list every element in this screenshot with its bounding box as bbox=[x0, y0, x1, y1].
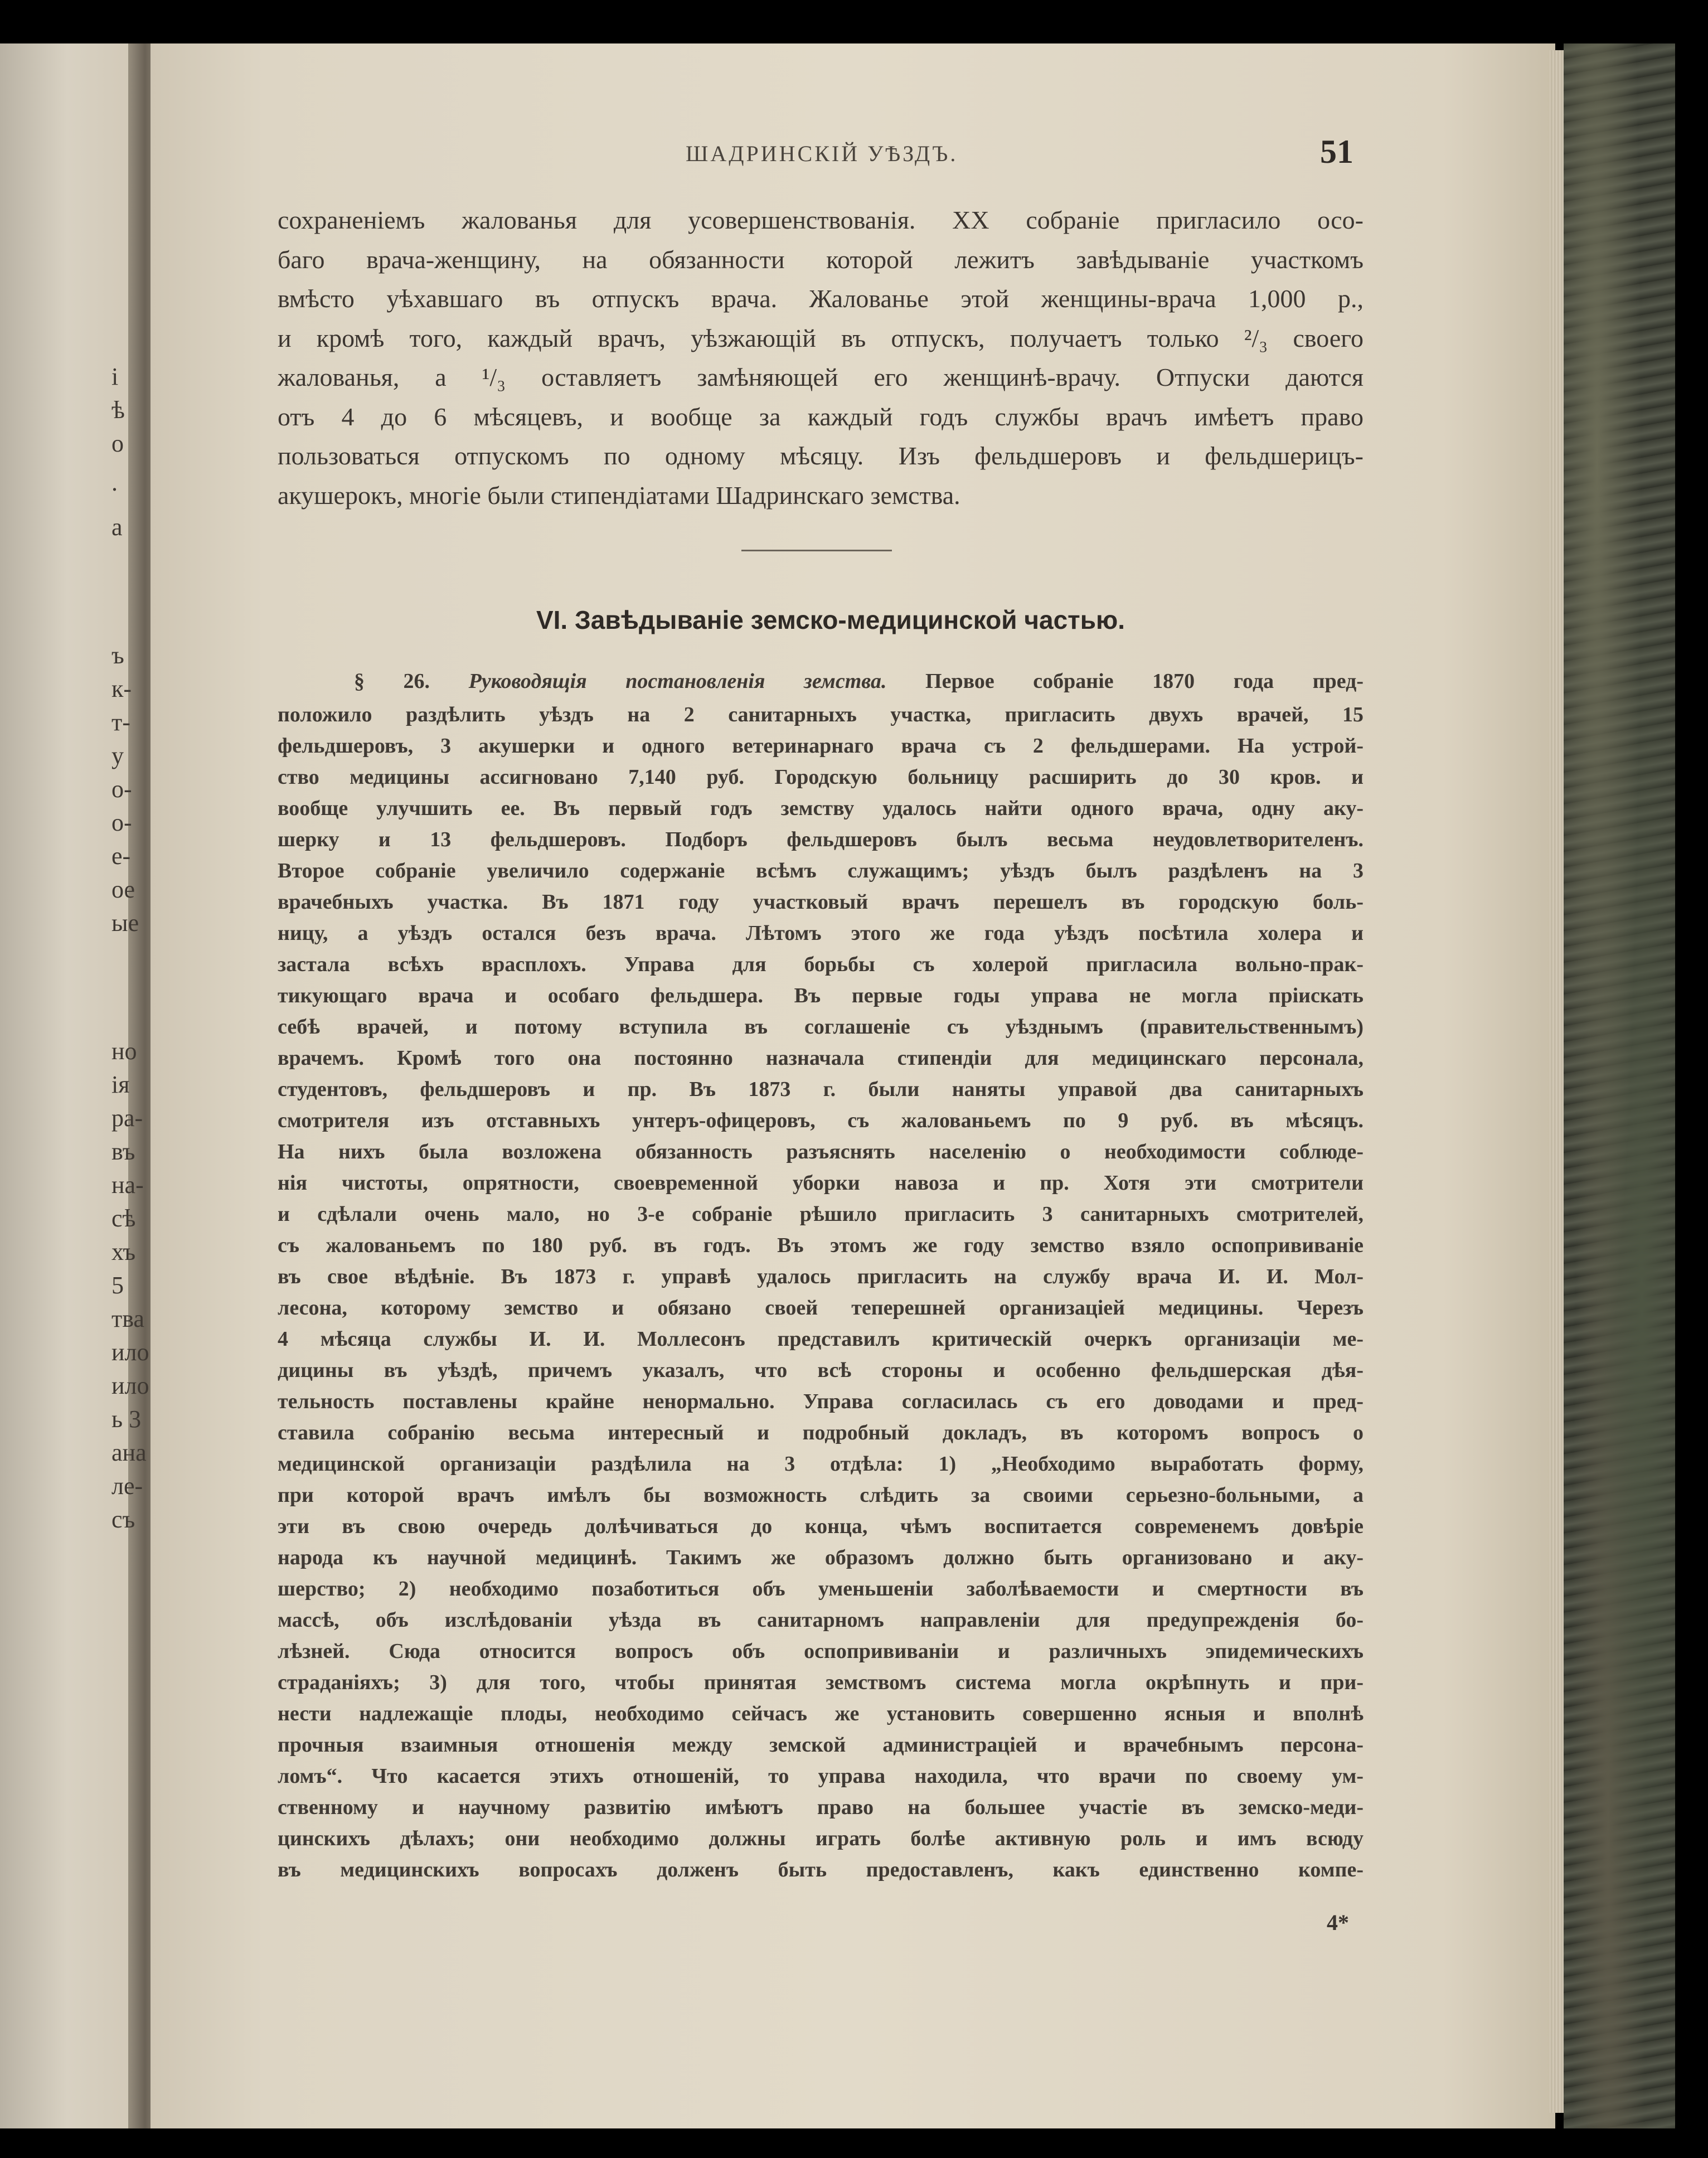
text-line: шерство; 2) необходимо позаботиться объ уменьшеніи заболѣваемости и смертности въ bbox=[278, 1577, 1364, 1601]
section-number: § 26. bbox=[354, 670, 430, 693]
separator-rule bbox=[741, 550, 892, 551]
text-line: нести надлежащіе плоды, необходимо сейчасъ же установить совершенно ясныя и вполнѣ bbox=[278, 1702, 1364, 1725]
left-page-fragment: ь 3 bbox=[111, 1405, 142, 1433]
left-page-fragment: а bbox=[111, 513, 123, 541]
left-page-fragment: ое bbox=[111, 876, 135, 903]
left-page-fragment: 5 bbox=[111, 1272, 124, 1299]
running-head: ШАДРИНСКІЙ УѢЗДЪ. bbox=[686, 141, 958, 166]
left-page-fragment: т- bbox=[111, 709, 130, 736]
text-line: ственному и научному развитію имѣютъ право на большее участіе въ земско-меди- bbox=[278, 1796, 1364, 1819]
left-page-fragment: ѣ bbox=[111, 396, 125, 424]
section-26-first-line bbox=[354, 669, 1364, 694]
text-line: 4 мѣсяца службы И. И. Моллесонъ представилъ критическій очеркъ организаціи ме- bbox=[278, 1327, 1364, 1351]
section-title: Руководящія постановленія земства. bbox=[468, 670, 887, 693]
left-page-fragment: ія bbox=[111, 1071, 130, 1098]
text-line: массѣ, объ изслѣдованіи уѣзда въ санитарномъ направленіи для предупрежденія бо- bbox=[278, 1608, 1364, 1632]
text-line: шерку и 13 фельдшеровъ. Подборъ фельдшеровъ былъ весьма неудовлетворителенъ. bbox=[278, 828, 1364, 851]
text-line: сохраненіемъ жалованья для усовершенствованія. XX собраніе пригласило осо- bbox=[278, 206, 1364, 234]
text-line: ство медицины ассигновано 7,140 руб. Городскую больницу расширить до 30 кров. и bbox=[278, 765, 1364, 789]
text-line: народа къ научной медицинѣ. Такимъ же образомъ должно быть организовано и аку- bbox=[278, 1546, 1364, 1569]
left-page-fragment: съ bbox=[111, 1506, 135, 1533]
left-page-fragment: у bbox=[111, 742, 124, 769]
left-page-fragment: ъ bbox=[111, 642, 124, 669]
text-line: застала всѣхъ врасплохъ. Управа для борьбы съ холерой пригласила вольно-прак- bbox=[278, 953, 1364, 976]
text-line: баго врача-женщину, на обязанности которой лежитъ завѣдываніе участкомъ bbox=[278, 245, 1364, 274]
text-line: медицинской организаціи раздѣлила на 3 отдѣла: 1) „Необходимо выработать форму, bbox=[278, 1452, 1364, 1476]
page-number: 51 bbox=[1320, 133, 1353, 170]
text-line: На нихъ была возложена обязанность разъяснять населенію о необходимости соблюде- bbox=[278, 1140, 1364, 1163]
left-page-fragment: о- bbox=[111, 809, 132, 836]
text-line: лѣзней. Сюда относится вопросъ объ оспопрививаніи и различныхъ эпидемическихъ bbox=[278, 1640, 1364, 1663]
text-line: врачебныхъ участка. Въ 1871 году участковый врачъ перешелъ въ городскую боль- bbox=[278, 890, 1364, 914]
text-line: положило раздѣлить уѣздъ на 2 санитарныхъ участка, пригласить двухъ врачей, 15 bbox=[278, 703, 1364, 726]
text-line: при которой врачъ имѣлъ бы возможность слѣдить за своими серьезно-больными, а bbox=[278, 1483, 1364, 1507]
text-line: смотрителя изъ отставныхъ унтеръ-офицеровъ, съ жалованьемъ по 9 руб. въ мѣсяцъ. bbox=[278, 1109, 1364, 1132]
left-page-fragment: і bbox=[111, 363, 119, 390]
left-page-fragment: ана bbox=[111, 1439, 147, 1466]
marbled-cover bbox=[1564, 43, 1675, 2128]
text-line: цинскихъ дѣлахъ; они необходимо должны играть болѣе активную роль и имъ всюду bbox=[278, 1827, 1364, 1850]
left-page-fragment: е- bbox=[111, 842, 131, 870]
text-line: прочныя взаимныя отношенія между земской администраціей и врачебнымъ персона- bbox=[278, 1733, 1364, 1757]
text-line: ставила собранію весьма интересный и подробный докладъ, въ которомъ вопросъ о bbox=[278, 1421, 1364, 1444]
left-page-fragment: о- bbox=[111, 775, 132, 803]
left-page-fragment: хъ bbox=[111, 1238, 136, 1265]
left-page-fragment: . bbox=[111, 469, 118, 496]
left-page-fragment: о bbox=[111, 430, 124, 457]
text-line: въ свое вѣдѣніе. Въ 1873 г. управѣ удалось пригласить на службу врача И. И. Мол- bbox=[278, 1265, 1364, 1288]
text-line: страданіяхъ; 3) для того, чтобы принятая земствомъ система могла окрѣпнуть и при- bbox=[278, 1671, 1364, 1694]
left-page-fragment: на- bbox=[111, 1171, 144, 1199]
text-line: врачемъ. Кромѣ того она постоянно назначала стипендіи для медицинскаго персонала, bbox=[278, 1046, 1364, 1070]
left-page-fragment: ые bbox=[111, 909, 139, 937]
section-first-line-rest: Первое собраніе 1870 года пред- bbox=[925, 670, 1364, 693]
text-line: тельность поставлены крайне ненормально. Управа согласилась съ его доводами и пред- bbox=[278, 1390, 1364, 1413]
text-line: себѣ врачей, и потому вступила въ соглашеніе съ уѣзднымъ (правительственнымъ) bbox=[278, 1015, 1364, 1039]
text-line: фельдшеровъ, 3 акушерки и одного ветеринарнаго врача съ 2 фельдшерами. На устрой- bbox=[278, 734, 1364, 758]
left-page-fragment: тва bbox=[111, 1305, 144, 1332]
text-line: тикующаго врача и особаго фельдшера. Въ первые годы управа не могла пріискать bbox=[278, 984, 1364, 1007]
text-line: ломъ“. Что касается этихъ отношеній, то управа находила, что врачи по своему ум- bbox=[278, 1764, 1364, 1788]
text-line: жалованья, а ¹/₃ оставляетъ замѣняющей его женщинѣ-врачу. Отпуски даются bbox=[278, 363, 1364, 391]
left-page-fragment: ле- bbox=[111, 1472, 143, 1500]
left-page-fragment: но bbox=[111, 1037, 137, 1065]
text-line: и кромѣ того, каждый врачъ, уѣзжающій въ отпускъ, получаетъ только ²/₃ своего bbox=[278, 323, 1364, 352]
printer-signature: 4* bbox=[1327, 1910, 1349, 1935]
text-line: акушерокъ, многіе были стипендіатами Шадринскаго земства. bbox=[278, 481, 960, 510]
text-line: пользоваться отпускомъ по одному мѣсяцу. Изъ фельдшеровъ и фельдшерицъ- bbox=[278, 442, 1364, 470]
left-page-fragment: сѣ bbox=[111, 1205, 136, 1232]
left-page-fragment: ило bbox=[111, 1372, 149, 1399]
text-line: студентовъ, фельдшеровъ и пр. Въ 1873 г. были наняты управой два санитарныхъ bbox=[278, 1078, 1364, 1101]
text-line: эти въ свою очередь долѣчиваться до конца, чѣмъ воспитается современемъ довѣріе bbox=[278, 1515, 1364, 1538]
text-line: Второе собраніе увеличило содержаніе всѣмъ служащимъ; уѣздъ былъ раздѣленъ на 3 bbox=[278, 859, 1364, 882]
text-line: вмѣсто уѣхавшаго въ отпускъ врача. Жалованье этой женщины-врача 1,000 р., bbox=[278, 284, 1364, 313]
text-line: лесона, которому земство и обязано своей теперешней организаціей медицины. Черезъ bbox=[278, 1296, 1364, 1320]
left-page-fragment: ра- bbox=[111, 1104, 143, 1132]
left-page-fragment: ило bbox=[111, 1339, 149, 1366]
text-line: вообще улучшить ее. Въ первый годъ земству удалось найти одного врача, одну аку- bbox=[278, 797, 1364, 820]
text-line: отъ 4 до 6 мѣсяцевъ, и вообще за каждый годъ службы врачъ имѣетъ право bbox=[278, 402, 1364, 431]
left-page-fragment: к- bbox=[111, 675, 132, 702]
text-line: въ медицинскихъ вопросахъ долженъ быть предоставленъ, какъ единственно компе- bbox=[278, 1858, 1364, 1881]
text-line: и сдѣлали очень мало, но 3-е собраніе рѣшило пригласить 3 санитарныхъ смотрителей, bbox=[278, 1202, 1364, 1226]
text-line: ницу, а уѣздъ остался безъ врача. Лѣтомъ этого же года уѣздъ посѣтила холера и bbox=[278, 922, 1364, 945]
text-line: нія чистоты, опрятности, своевременной уборки навоза и пр. Хотя эти смотрители bbox=[278, 1171, 1364, 1195]
text-line: съ жалованьемъ по 180 руб. въ годъ. Въ этомъ же году земство взяло оспопрививаніе bbox=[278, 1234, 1364, 1257]
section-heading: VI. Завѣдываніе земско-медицинской частью. bbox=[536, 605, 1125, 634]
text-line: дицины въ уѣздѣ, причемъ указалъ, что всѣ стороны и особенно фельдшерская дѣя- bbox=[278, 1359, 1364, 1382]
left-page-fragment: въ bbox=[111, 1138, 135, 1165]
